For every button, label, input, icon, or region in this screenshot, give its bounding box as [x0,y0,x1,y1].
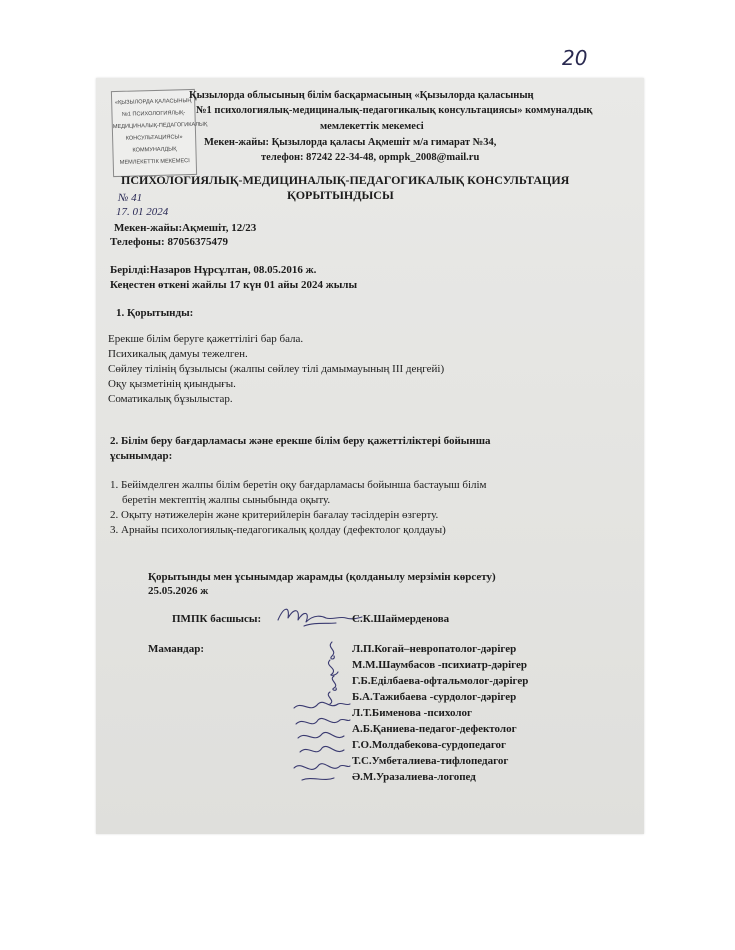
corner-mark: 20 [562,46,588,70]
org-header-line: Қызылорда облысының білім басқармасының «Қызылорда қаласының [189,90,534,101]
org-address-line: Мекен-жайы: Қызылорда қаласы Ақмешіт м/а гимарат №34, [204,137,497,148]
child-phone: Телефоны: 87056375479 [110,236,228,248]
recommendation-item: 2. Оқыту нәтижелерін және критерийлерін бағалау тәсілдерін өзгерту. [110,509,439,521]
specialists-signatures [288,638,354,788]
document-date: 17. 01 2024 [116,206,169,218]
document-title: ПСИХОЛОГИЯЛЫҚ-МЕДИЦИНАЛЫҚ-ПЕДАГОГИКАЛЫҚ КОНСУЛЬТАЦИЯ [121,173,570,187]
specialist-name: Л.П.Когай–невропатолог-дәрігер [352,643,517,655]
org-header-line: мемлекеттік мекемесі [320,121,424,132]
specialist-name: Г.О.Молдабекова-сурдопедагог [352,739,507,751]
conclusion-item: Психикалық дамуы тежелген. [108,348,248,360]
conclusion-item: Оқу қызметінің қиындығы. [108,378,236,390]
specialist-name: Ә.М.Уразалиева-логопед [352,771,476,783]
document-page [96,78,644,834]
specialists-label: Мамандар: [148,643,204,655]
stamp-line: МЕДИЦИНАЛЫҚ-ПЕДАГОГИКАЛЫҚ [112,121,208,131]
document-number: № 41 [118,192,143,204]
stamp-line: «ҚЫЗЫЛОРДА ҚАЛАСЫНЫҢ [114,98,192,107]
validity-text: Қорытынды мен ұсынымдар жарамды (қолданылу мерзімін көрсету) [148,571,496,583]
org-header-line: №1 психологиялық-медициналық-педагогикалық консультациясы» коммуналдық [196,105,593,116]
issued-to: Берілді:Назаров Нұрсұлтан, 08.05.2016 ж. [110,264,317,276]
specialist-name: Г.Б.Еділбаева-офтальмолог-дәрігер [352,675,529,687]
stamp-line: №1 ПСИХОЛОГИЯЛЫҚ- [121,110,186,118]
conclusion-item: Соматикалық бұзылыстар. [108,393,233,405]
specialist-name: Л.Т.Бименова -психолог [352,707,472,719]
section2-heading: 2. Білім беру бағдарламасы және ерекше білім беру қажеттіліктері бойынша [110,435,491,447]
head-label: ПМПК басшысы: [172,613,262,625]
stamp-line: МЕМЛЕКЕТТІК МЕКЕМЕСІ [119,158,190,166]
document-title-line2: ҚОРЫТЫНДЫСЫ [287,188,394,202]
validity-date: 25.05.2026 ж [148,585,209,597]
recommendation-item-cont: беретін мектептің жалпы сыныбында оқыту. [122,494,331,506]
section2-heading-line2: ұсынымдар: [110,450,173,462]
recommendation-item: 3. Арнайы психологиялық-педагогикалық қолдау (дефектолог қолдауы) [110,524,446,536]
specialist-name: М.М.Шаумбасов -психиатр-дәрігер [352,659,527,671]
specialist-name: Т.С.Умбеталиева-тифлопедагог [352,755,509,767]
specialist-name: А.Б.Қаниева-педагог-дефектолог [352,723,517,735]
official-stamp [111,89,208,177]
consultation-date: Кеңестен өткені жайлы 17 күн 01 айы 2024 жылы [110,279,358,291]
stamp-line: КОНСУЛЬТАЦИЯСЫ» [125,134,183,142]
child-address: Мекен-жайы:Ақмешіт, 12/23 [114,222,257,234]
specialist-name: Б.А.Тажибаева -сурдолог-дәрігер [352,691,517,703]
head-signature [274,598,364,632]
conclusion-item: Сөйлеу тілінің бұзылысы (жалпы сөйлеу тілі дамымауының III деңгейі) [108,363,445,375]
org-contact-line: телефон: 87242 22-34-48, opmpk_2008@mail.ru [261,152,480,163]
stamp-line: КОММУНАЛДЫҚ [132,146,177,154]
section1-heading: 1. Қорытынды: [116,307,194,319]
recommendation-item: 1. Бейімделген жалпы білім беретін оқу бағдарламасы бойынша бастауыш білім [110,479,487,491]
head-name: С.К.Шаймерденова [352,613,450,625]
conclusion-item: Ерекше білім беруге қажеттілігі бар бала. [108,333,304,345]
